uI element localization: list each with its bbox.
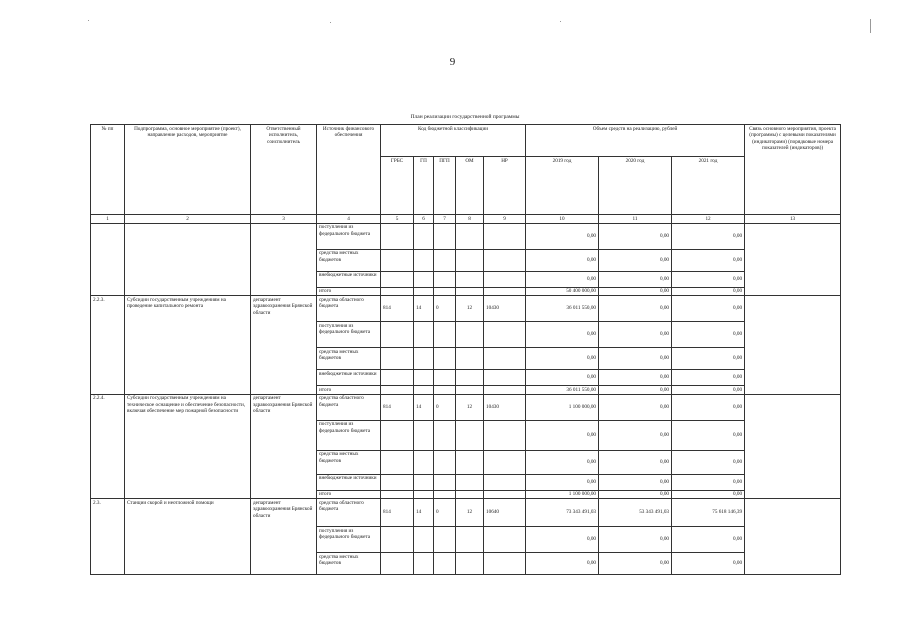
value-2019: 0,00	[526, 271, 599, 287]
value-2020: 53 343 491,03	[599, 499, 672, 527]
total-label: итого	[317, 287, 381, 296]
value-2021: 0,00	[672, 348, 745, 370]
value-2020: 0,00	[599, 249, 672, 271]
header-link: Связь основного мероприятия, проекта (программы) с целевыми показателями (индикаторами) (порядковые номера показателей (индикаторов))	[745, 125, 841, 215]
total-2021: 0,00	[672, 386, 745, 395]
value-2021: 0,00	[672, 450, 745, 474]
header-om: ОМ	[456, 157, 484, 215]
value-2020: 0,00	[599, 223, 672, 249]
code-gp: 14	[414, 499, 434, 527]
column-number: 10	[526, 215, 599, 224]
total-2020: 0,00	[599, 287, 672, 296]
scan-speck	[330, 22, 331, 23]
code-nr: 10430	[484, 394, 526, 420]
header-2021: 2021 год	[672, 157, 745, 215]
source-label: средства местных бюджетов	[317, 348, 381, 370]
column-number: 2	[125, 215, 251, 224]
source-label: средства областного бюджета	[317, 394, 381, 420]
item-number: 2.2.4.	[91, 394, 125, 499]
code-om: 12	[456, 394, 484, 420]
value-2020: 0,00	[599, 296, 672, 322]
value-2019: 0,00	[526, 527, 599, 553]
column-number: 12	[672, 215, 745, 224]
column-number: 11	[599, 215, 672, 224]
item-executor: департамент здравоохранения Брянской области	[251, 296, 317, 395]
item-number: 2.2.3.	[91, 296, 125, 395]
plan-table	[90, 124, 841, 575]
header-grbs: ГРБС	[381, 157, 414, 215]
value-2019: 73 343 491,03	[526, 499, 599, 527]
column-numbers-row	[91, 215, 841, 224]
item-name: Субсидии государственным учреждениям на проведение капитального ремонта	[125, 296, 251, 395]
value-2019: 1 100 000,00	[526, 394, 599, 420]
value-2021: 0,00	[672, 420, 745, 450]
column-number: 5	[381, 215, 414, 224]
code-grbs: 814	[381, 394, 414, 420]
total-label: итого	[317, 386, 381, 395]
value-2019: 0,00	[526, 249, 599, 271]
value-2021: 0,00	[672, 296, 745, 322]
source-label: поступления из федерального бюджета	[317, 322, 381, 348]
code-om: 12	[456, 296, 484, 322]
value-2021: 0,00	[672, 271, 745, 287]
code-nr: 10640	[484, 499, 526, 527]
source-label: средства местных бюджетов	[317, 249, 381, 271]
header-gp: ГП	[414, 157, 434, 215]
value-2020: 0,00	[599, 474, 672, 490]
value-2019: 0,00	[526, 474, 599, 490]
value-2021: 0,00	[672, 223, 745, 249]
value-2021: 0,00	[672, 394, 745, 420]
value-2021: 0,00	[672, 527, 745, 553]
value-2019: 0,00	[526, 348, 599, 370]
item-executor: департамент здравоохранения Брянской области	[251, 499, 317, 575]
code-nr: 10430	[484, 296, 526, 322]
column-number: 7	[434, 215, 456, 224]
total-2020: 0,00	[599, 490, 672, 499]
item-name: Субсидии государственным учреждениям на техническое оснащение и обеспечение безопасности, включая обеспечение мер пожарной безопасности	[125, 394, 251, 499]
code-grbs: 814	[381, 499, 414, 527]
value-2019: 0,00	[526, 223, 599, 249]
header-volume: Объем средств на реализацию, рублей	[526, 125, 745, 157]
code-grbs: 814	[381, 296, 414, 322]
source-label: средства местных бюджетов	[317, 450, 381, 474]
cell-name	[125, 223, 251, 296]
column-number: 8	[456, 215, 484, 224]
header-2019: 2019 год	[526, 157, 599, 215]
value-2021: 0,00	[672, 474, 745, 490]
total-2019: 50 400 000,00	[526, 287, 599, 296]
value-2019: 0,00	[526, 420, 599, 450]
header-codes: Код бюджетной классификации	[381, 125, 526, 157]
source-label: средства областного бюджета	[317, 499, 381, 527]
scan-speck	[88, 20, 89, 21]
value-2021: 0,00	[672, 322, 745, 348]
value-2020: 0,00	[599, 394, 672, 420]
value-2020: 0,00	[599, 370, 672, 386]
total-2021: 0,00	[672, 287, 745, 296]
code-gp: 14	[414, 296, 434, 322]
source-label: средства местных бюджетов	[317, 553, 381, 575]
source-label: внебюджетные источники	[317, 271, 381, 287]
value-2020: 0,00	[599, 450, 672, 474]
column-number: 4	[317, 215, 381, 224]
cell-no	[91, 223, 125, 296]
column-number: 13	[745, 215, 841, 224]
value-2020: 0,00	[599, 420, 672, 450]
code-pgp: 0	[434, 394, 456, 420]
header-executor: Ответственный исполнитель, соисполнитель	[251, 125, 317, 215]
header-no: № пп	[91, 125, 125, 215]
item-executor: департамент здравоохранения Брянской области	[251, 394, 317, 499]
source-label: средства областного бюджета	[317, 296, 381, 322]
total-2019: 36 011 550,00	[526, 386, 599, 395]
table-row	[91, 296, 841, 322]
value-2019: 0,00	[526, 553, 599, 575]
value-2019: 36 011 550,00	[526, 296, 599, 322]
total-2019: 1 100 000,00	[526, 490, 599, 499]
value-2021: 0,00	[672, 553, 745, 575]
cell-link	[745, 296, 841, 395]
value-2020: 0,00	[599, 271, 672, 287]
code-pgp: 0	[434, 296, 456, 322]
source-label: поступления из федерального бюджета	[317, 223, 381, 249]
code-gp: 14	[414, 394, 434, 420]
source-label: внебюджетные источники	[317, 370, 381, 386]
code-om: 12	[456, 499, 484, 527]
column-number: 3	[251, 215, 317, 224]
table-row	[91, 394, 841, 420]
table-row	[91, 223, 841, 249]
value-2020: 0,00	[599, 348, 672, 370]
value-2019: 0,00	[526, 322, 599, 348]
table-title: План реализации государственной программы	[410, 114, 520, 120]
value-2019: 0,00	[526, 450, 599, 474]
source-label: поступления из федерального бюджета	[317, 420, 381, 450]
cell-executor	[251, 223, 317, 296]
value-2019: 0,00	[526, 370, 599, 386]
item-name: Станции скорой и неотложной помощи	[125, 499, 251, 575]
header-nr: НР	[484, 157, 526, 215]
item-number: 2.3.	[91, 499, 125, 575]
header-name: Подпрограмма, основное мероприятие (проект), направление расходов, мероприятие	[125, 125, 251, 215]
header-2020: 2020 год	[599, 157, 672, 215]
cell-link	[745, 394, 841, 499]
value-2020: 0,00	[599, 527, 672, 553]
total-label: итого	[317, 490, 381, 499]
header-source: Источник финансового обеспечения	[317, 125, 381, 215]
column-number: 6	[414, 215, 434, 224]
page-number: 9	[449, 56, 456, 68]
value-2020: 0,00	[599, 322, 672, 348]
cell-link	[745, 499, 841, 575]
code-pgp: 0	[434, 499, 456, 527]
cell-link	[745, 223, 841, 296]
value-2021: 0,00	[672, 249, 745, 271]
value-2021: 0,00	[672, 370, 745, 386]
column-number: 1	[91, 215, 125, 224]
source-label: внебюджетные источники	[317, 474, 381, 490]
scan-speck	[870, 19, 871, 33]
total-2020: 0,00	[599, 386, 672, 395]
table-row	[91, 499, 841, 527]
source-label: поступления из федерального бюджета	[317, 527, 381, 553]
value-2021: 75 618 146,39	[672, 499, 745, 527]
total-2021: 0,00	[672, 490, 745, 499]
scan-speck	[560, 21, 561, 22]
header-row	[91, 125, 841, 157]
column-number: 9	[484, 215, 526, 224]
header-pgp: ПГП	[434, 157, 456, 215]
value-2020: 0,00	[599, 553, 672, 575]
